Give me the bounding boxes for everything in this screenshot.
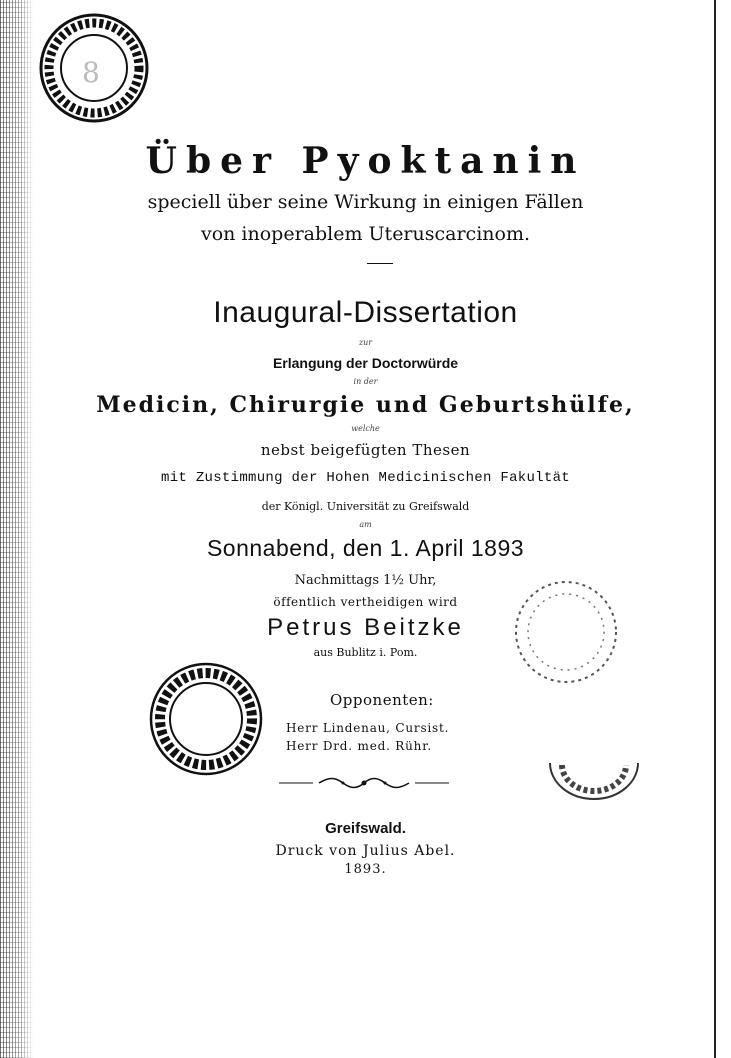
am-label: am bbox=[359, 520, 372, 529]
dissertation-heading: Inaugural-Dissertation bbox=[213, 296, 518, 329]
welche-label: welche bbox=[351, 424, 380, 433]
document-title: Über Pyoktanin bbox=[145, 140, 586, 182]
defense-time: Nachmittags 1½ Uhr, bbox=[294, 573, 437, 588]
author-name: Petrus Beitzke bbox=[267, 614, 464, 641]
publication-year: 1893. bbox=[344, 862, 387, 877]
zur-label: zur bbox=[358, 338, 373, 347]
library-stamp-right-lower bbox=[542, 723, 646, 801]
opponents-label: Opponenten: bbox=[330, 691, 434, 709]
erlangung-line: Erlangung der Doctorwürde bbox=[272, 355, 459, 371]
academia-medica-stamp bbox=[148, 661, 264, 777]
title-rule bbox=[367, 263, 393, 264]
university-line: der Königl. Universität zu Greifswald bbox=[261, 500, 470, 513]
oeffentlich-line: öffentlich vertheidigen wird bbox=[273, 595, 458, 609]
publication-place: Greifswald. bbox=[325, 820, 406, 837]
svg-text:8: 8 bbox=[82, 56, 100, 89]
nebst-line: nebst beigefügten Thesen bbox=[260, 441, 471, 459]
printer-line: Druck von Julius Abel. bbox=[275, 843, 456, 859]
library-stamp-top-left bbox=[38, 12, 150, 124]
defense-date: Sonnabend, den 1. April 1893 bbox=[206, 535, 525, 561]
subtitle-line-2: von inoperablem Uteruscarcinom. bbox=[200, 223, 531, 245]
ornament-divider bbox=[279, 776, 449, 790]
opponent-2: Herr Drd. med. Rühr. bbox=[286, 739, 433, 753]
in-der-label: in der bbox=[353, 377, 378, 386]
zustimmung-line: mit Zustimmung der Hohen Medicinischen Fakultät bbox=[161, 470, 570, 486]
opponent-1: Herr Lindenau, Cursist. bbox=[286, 721, 450, 735]
author-origin: aus Bublitz i. Pom. bbox=[313, 646, 418, 659]
faculty-line: Medicin, Chirurgie und Geburtshülfe, bbox=[96, 392, 635, 418]
subtitle-line-1: speciell über seine Wirkung in einigen Fällen bbox=[147, 191, 584, 213]
